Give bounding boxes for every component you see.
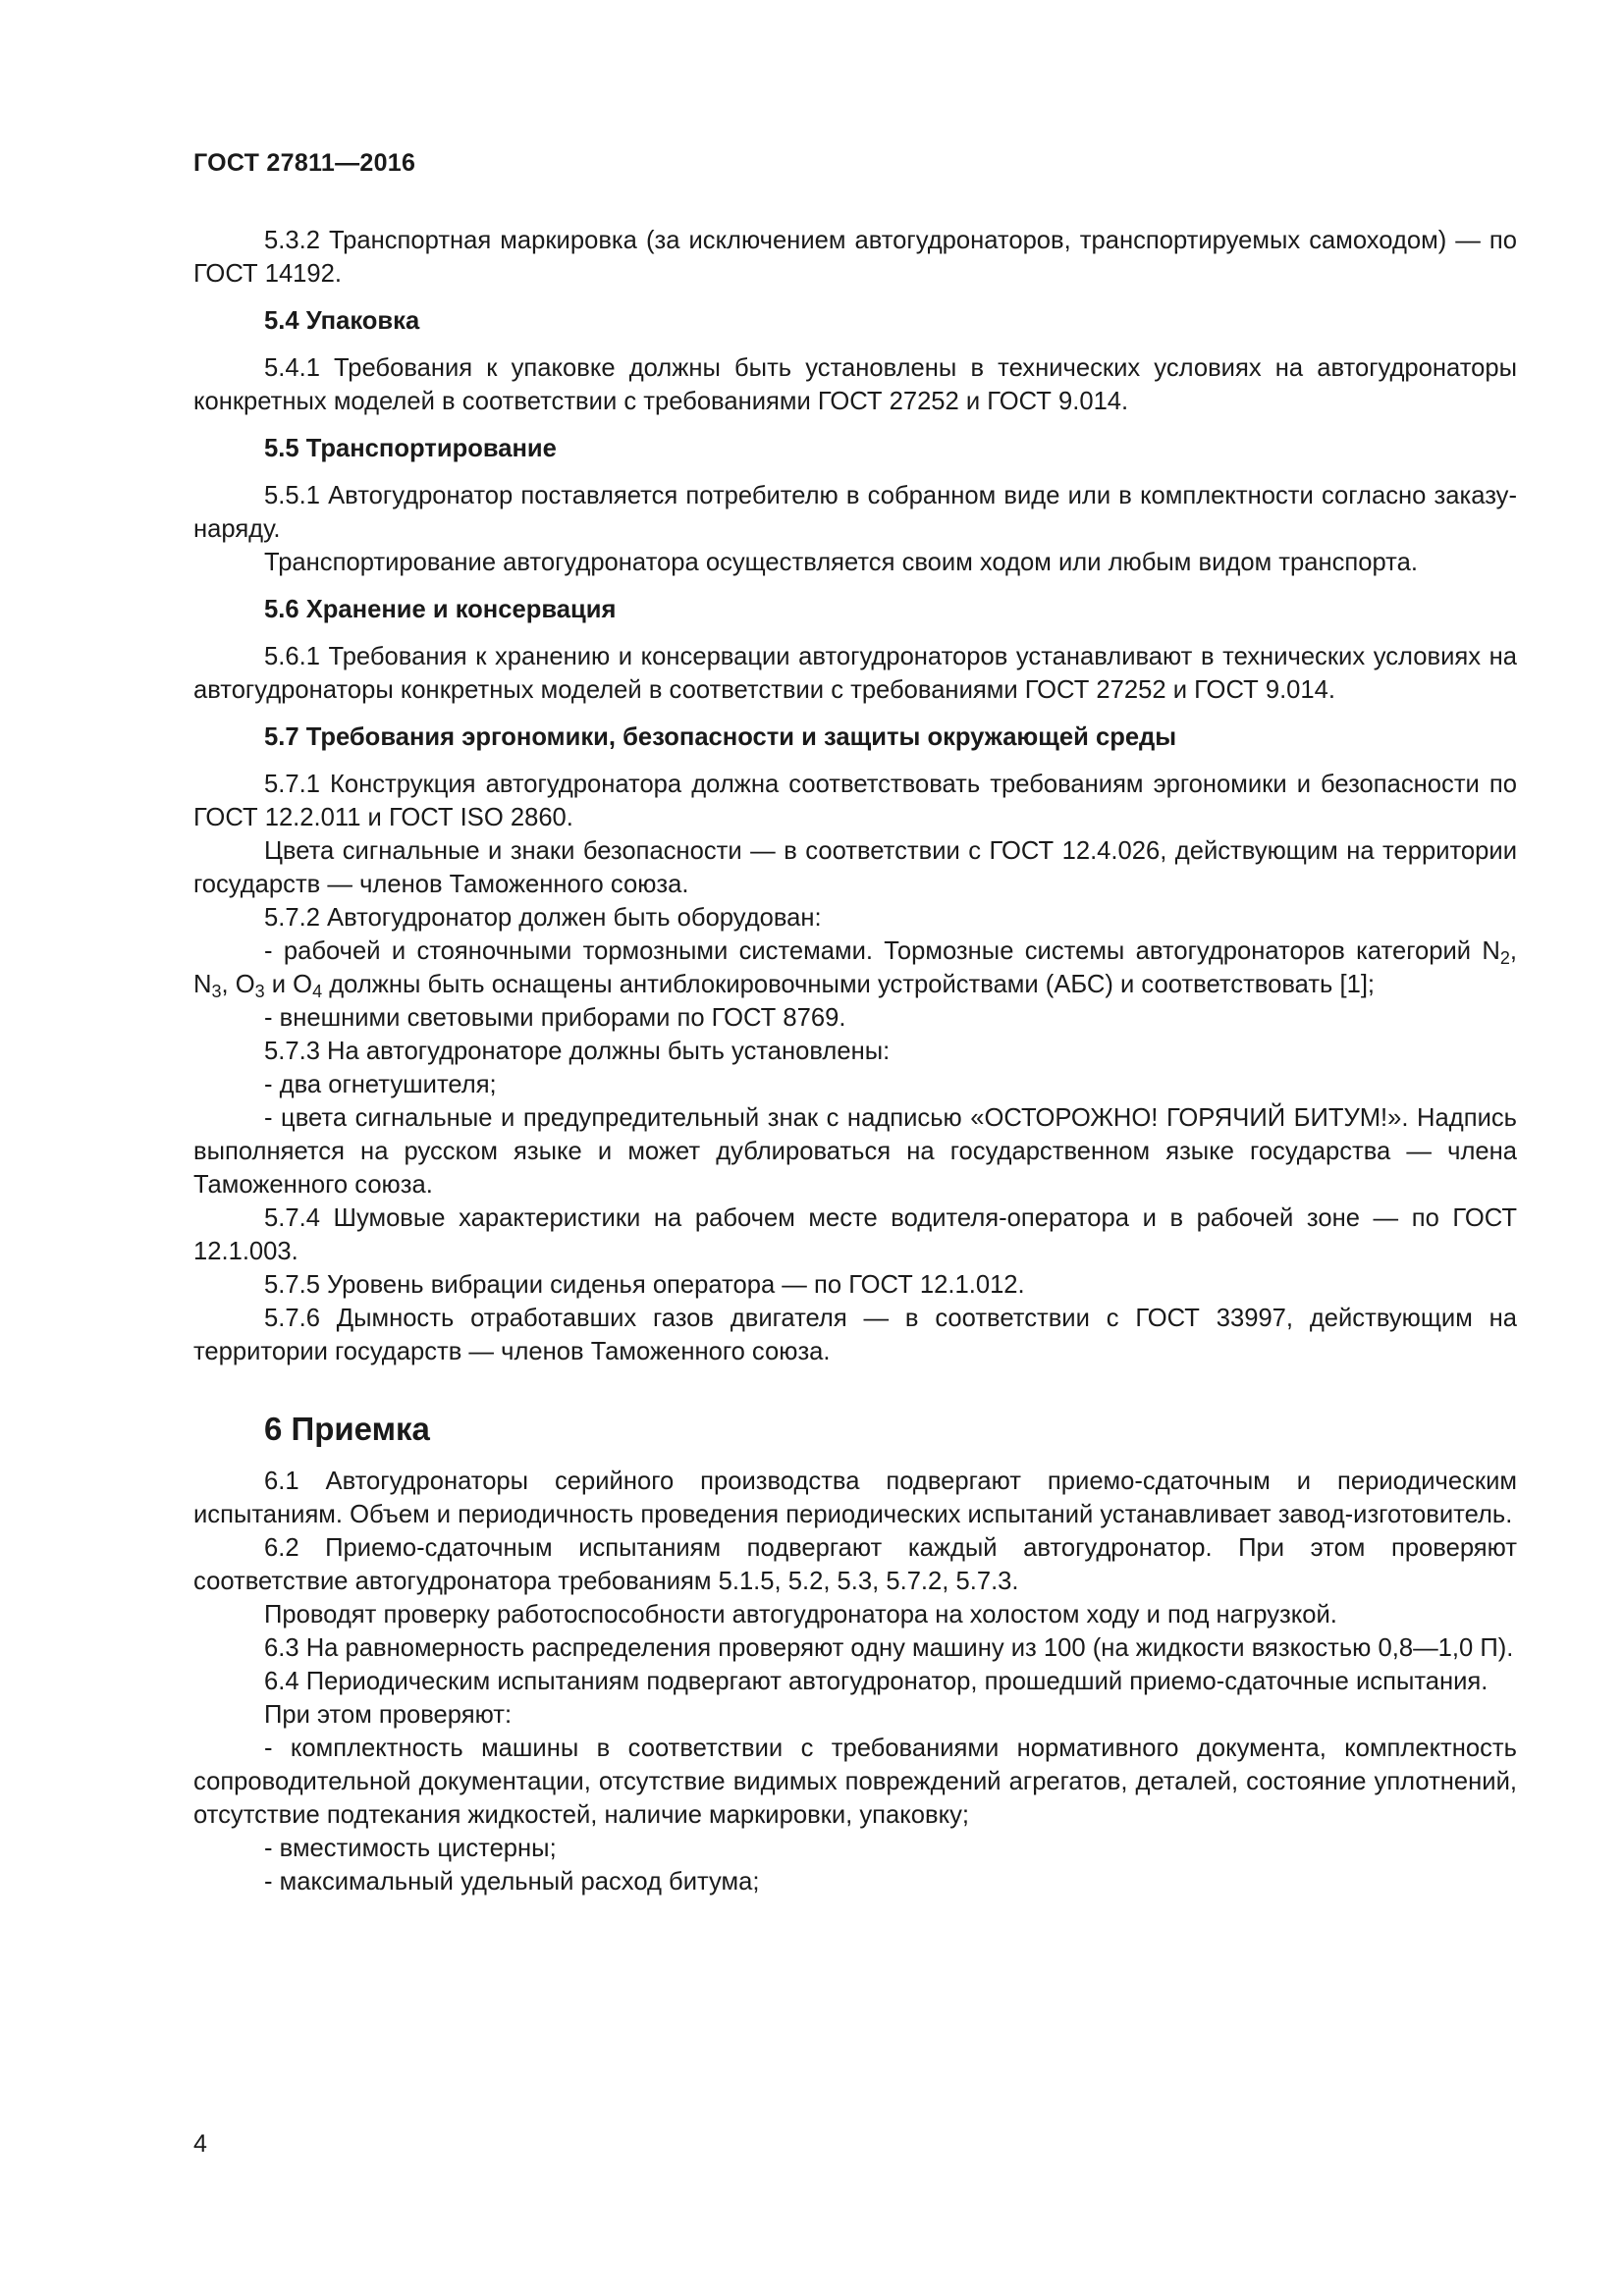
paragraph: 6.4 Периодическим испытаниям подвергают автогудронатор, прошедший приемо-сдаточные испытания. xyxy=(264,1668,1489,1695)
text-run: и O xyxy=(264,971,313,998)
paragraph: 5.7.4 Шумовые характеристики на рабочем месте водителя-оператора и в рабочей зоне — по ГОСТ 12.1.003. xyxy=(193,1204,1517,1265)
paragraph: Транспортирование автогудронатора осуществляется своим ходом или любым видом транспорта. xyxy=(264,549,1418,576)
page-number: 4 xyxy=(193,2130,207,2158)
paragraph: 5.4.1 Требования к упаковке должны быть установлены в технических условиях на автогудронаторы конкретных моделей в соответствии с требованиями ГОСТ 27252 и ГОСТ 9.014. xyxy=(193,354,1517,415)
subsection-heading: 5.5 Транспортирование xyxy=(264,435,557,462)
subsection-heading: 5.4 Упаковка xyxy=(264,307,420,335)
subscript: 4 xyxy=(312,982,323,1001)
paragraph: 5.7.5 Уровень вибрации сиденья оператора — по ГОСТ 12.1.012. xyxy=(264,1271,1025,1299)
paragraph: - два огнетушителя; xyxy=(264,1071,497,1098)
paragraph: - цвета сигнальные и предупредительный знак с надписью «ОСТОРОЖНО! ГОРЯЧИЙ БИТУМ!». Надпись выполняется на русском языке и может дублироваться на государственном языке государства — члена Таможенного союза. xyxy=(193,1104,1517,1199)
paragraph: Проводят проверку работоспособности автогудронатора на холостом ходу и под нагрузкой. xyxy=(264,1601,1337,1629)
paragraph: 6.2 Приемо-сдаточным испытаниям подвергают каждый автогудронатор. При этом проверяют соответствие автогудронатора требованиям 5.1.5, 5.2, 5.3, 5.7.2, 5.7.3. xyxy=(193,1534,1517,1595)
text-run: - рабочей и стояночными тормозными системами. Тормозные системы автогудронаторов категорий N xyxy=(264,937,1500,965)
subsection-heading: 5.6 Хранение и консервация xyxy=(264,596,617,623)
paragraph: - максимальный удельный расход битума; xyxy=(264,1868,760,1896)
paragraph: 5.7.2 Автогудронатор должен быть оборудован: xyxy=(264,904,822,932)
document-code-header: ГОСТ 27811—2016 xyxy=(193,149,416,177)
text-run: , N xyxy=(193,937,1517,998)
section-heading: 6 Приемка xyxy=(264,1411,430,1447)
text-run: должны быть оснащены антиблокировочными устройствами (АБС) и соответствовать [1]; xyxy=(322,971,1376,998)
paragraph: 5.7.3 На автогудронаторе должны быть установлены: xyxy=(264,1038,891,1065)
paragraph: При этом проверяют: xyxy=(264,1701,513,1729)
document-body xyxy=(193,224,1517,1898)
paragraph: 5.5.1 Автогудронатор поставляется потребителю в собранном виде или в комплектности согласно заказу-наряду. xyxy=(193,482,1517,543)
subscript: 3 xyxy=(254,982,265,1001)
paragraph: - внешними световыми приборами по ГОСТ 8769. xyxy=(264,1004,846,1032)
paragraph xyxy=(193,934,1517,1001)
paragraph: 5.7.6 Дымность отработавших газов двигателя — в соответствии с ГОСТ 33997, действующим на территории государств — членов Таможенного союза. xyxy=(193,1305,1517,1365)
paragraph: 5.3.2 Транспортная маркировка (за исключением автогудронаторов, транспортируемых самоходом) — по ГОСТ 14192. xyxy=(193,227,1517,288)
paragraph: 5.6.1 Требования к хранению и консервации автогудронаторов устанавливают в технических условиях на автогудронаторы конкретных моделей в соответствии с требованиями ГОСТ 27252 и ГОСТ 9.014. xyxy=(193,643,1517,704)
paragraph: 6.1 Автогудронаторы серийного производства подвергают приемо-сдаточным и периодическим испытаниям. Объем и периодичность проведения периодических испытаний устанавливает завод-изготовитель. xyxy=(193,1468,1517,1528)
paragraph: 5.7.1 Конструкция автогудронатора должна соответствовать требованиям эргономики и безопасности по ГОСТ 12.2.011 и ГОСТ ISO 2860. xyxy=(193,771,1517,831)
paragraph: - комплектность машины в соответствии с требованиями нормативного документа, комплектность сопроводительной документации, отсутствие видимых повреждений агрегатов, деталей, состояние уплотнений, отсутствие подтекания жидкостей, наличие маркировки, упаковку; xyxy=(193,1735,1517,1829)
subscript: 2 xyxy=(1499,948,1510,968)
subscript: 3 xyxy=(211,982,222,1001)
paragraph: 6.3 На равномерность распределения проверяют одну машину из 100 (на жидкости вязкостью 0,8—1,0 П). xyxy=(264,1634,1514,1662)
paragraph: Цвета сигнальные и знаки безопасности — в соответствии с ГОСТ 12.4.026, действующим на территории государств — членов Таможенного союза. xyxy=(193,837,1517,898)
text-run: , O xyxy=(221,971,255,998)
subsection-heading: 5.7 Требования эргономики, безопасности и защиты окружающей среды xyxy=(264,723,1177,751)
paragraph: - вместимость цистерны; xyxy=(264,1835,557,1862)
